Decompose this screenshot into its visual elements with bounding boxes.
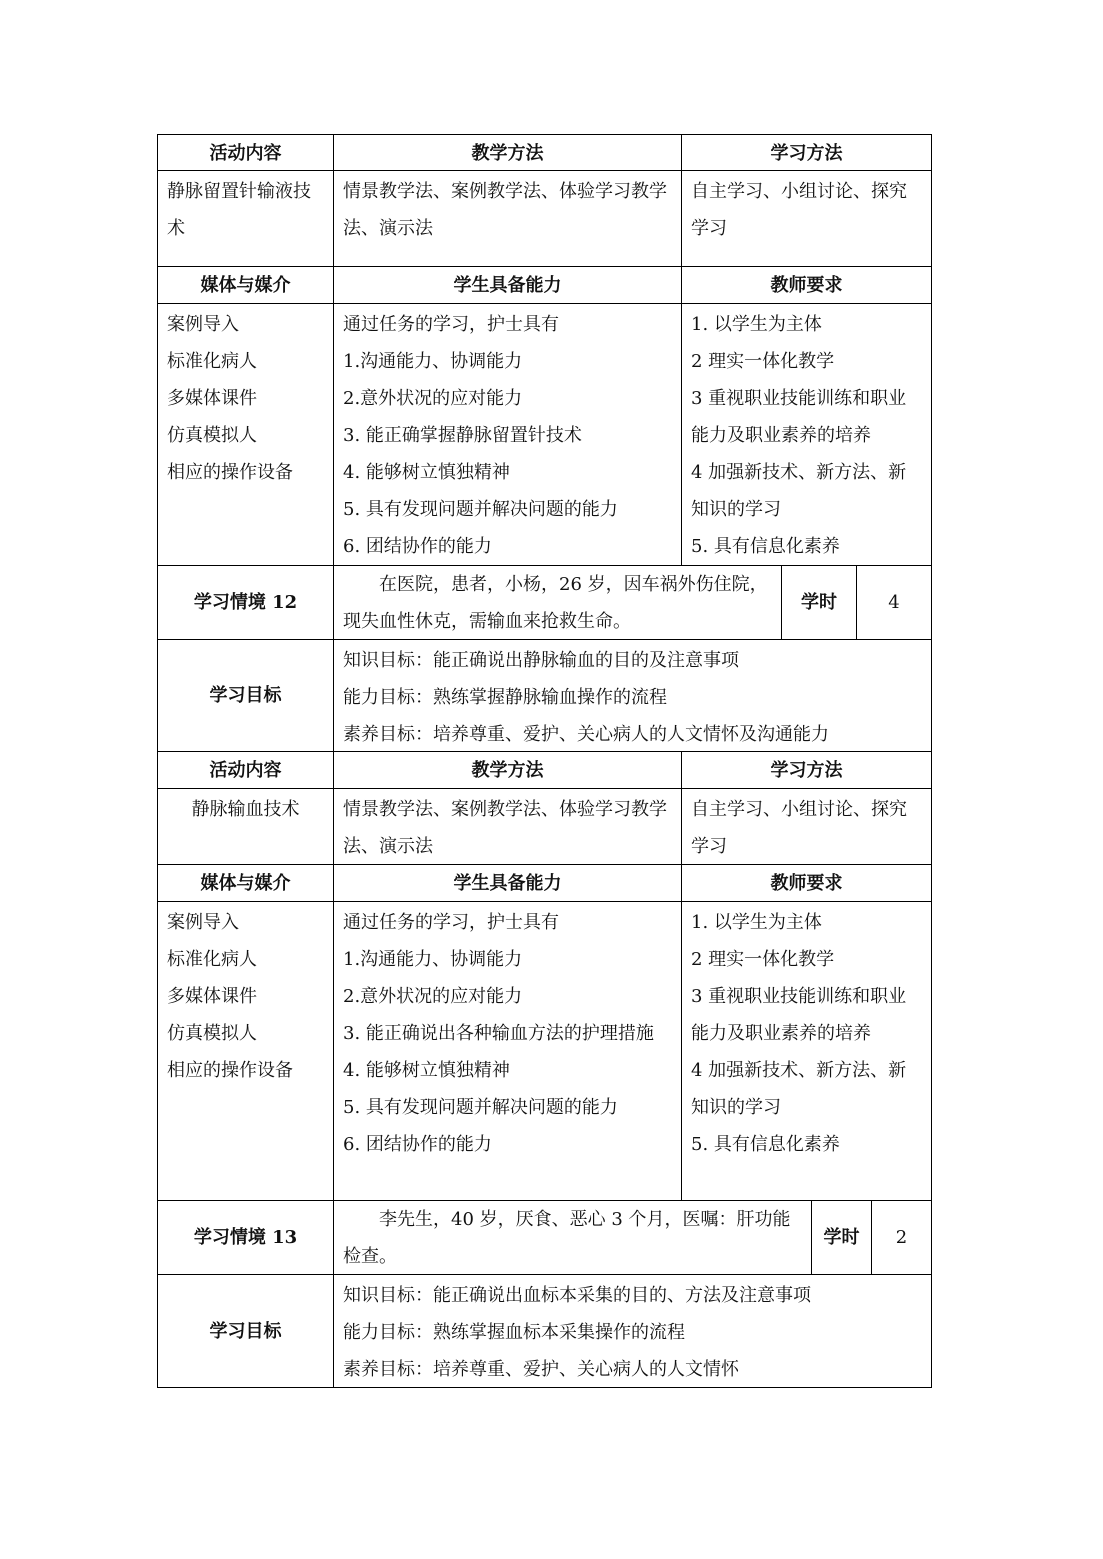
header-teacher-req: 教师要求 — [682, 267, 932, 304]
header-abilities: 学生具备能力 — [334, 865, 682, 902]
teacher-req-list — [682, 902, 932, 1201]
media-list — [157, 902, 334, 1201]
header-learning-method: 学习方法 — [682, 752, 932, 789]
list-item: 2.意外状况的应对能力 — [343, 388, 523, 409]
header-media: 媒体与媒介 — [157, 267, 334, 304]
situation13-goals-row — [157, 1275, 932, 1388]
situation13-hours: 2 — [872, 1201, 932, 1275]
list-item: 知识目标：能正确说出静脉输血的目的及注意事项 — [343, 650, 739, 671]
block1-detail-row — [157, 304, 932, 566]
list-item: 6. 团结协作的能力 — [343, 536, 492, 557]
situation13-goal-label: 学习目标 — [157, 1275, 334, 1388]
list-item: 5. 具有发现问题并解决问题的能力 — [343, 1097, 618, 1118]
list-item: 多媒体课件 — [167, 388, 257, 409]
header-media: 媒体与媒介 — [157, 865, 334, 902]
media-list — [157, 304, 334, 566]
situation12-label: 学习情境 12 — [157, 566, 334, 640]
teaching-method: 情景教学法、案例教学法、体验学习教学法、演示法 — [334, 789, 682, 865]
list-item: 1. 以学生为主体 — [691, 912, 822, 933]
list-item: 素养目标：培养尊重、爱护、关心病人的人文情怀及沟通能力 — [343, 724, 829, 745]
learning-method: 自主学习、小组讨论、探究学习 — [682, 789, 932, 865]
situation12-row — [157, 566, 932, 640]
list-item: 4 加强新技术、新方法、新知识的学习 — [691, 1060, 907, 1118]
list-item: 5. 具有发现问题并解决问题的能力 — [343, 499, 618, 520]
situation13-text: 李先生，40 岁，厌食、恶心 3 个月，医嘱：肝功能检查。 — [334, 1201, 812, 1275]
header-teaching-method: 教学方法 — [334, 134, 682, 171]
header-learning-method: 学习方法 — [682, 134, 932, 171]
learning-method: 自主学习、小组讨论、探究学习 — [682, 171, 932, 267]
list-item: 1. 以学生为主体 — [691, 314, 822, 335]
list-item: 4. 能够树立慎独精神 — [343, 462, 510, 483]
list-item: 2 理实一体化教学 — [691, 949, 835, 970]
list-item: 2 理实一体化教学 — [691, 351, 835, 372]
block2-header2-row — [157, 865, 932, 902]
abilities-list — [334, 902, 682, 1201]
situation13-label: 学习情境 13 — [157, 1201, 334, 1275]
situation12-text: 在医院，患者，小杨，26 岁，因车祸外伤住院，现失血性休克，需输血来抢救生命。 — [334, 566, 782, 640]
list-item: 3 重视职业技能训练和职业能力及职业素养的培养 — [691, 388, 907, 446]
list-item: 标准化病人 — [167, 351, 257, 372]
block2-detail-row — [157, 902, 932, 1201]
list-item: 案例导入 — [167, 912, 239, 933]
situation12-goals — [334, 640, 932, 752]
list-item: 4 加强新技术、新方法、新知识的学习 — [691, 462, 907, 520]
activity-content: 静脉留置针输液技术 — [157, 171, 334, 267]
list-item: 标准化病人 — [167, 949, 257, 970]
list-item: 1.沟通能力、协调能力 — [343, 351, 523, 372]
list-item: 通过任务的学习，护士具有 — [343, 314, 559, 335]
block1-header-row — [157, 134, 932, 171]
teaching-method: 情景教学法、案例教学法、体验学习教学法、演示法 — [334, 171, 682, 267]
header-abilities: 学生具备能力 — [334, 267, 682, 304]
activity-content: 静脉输血技术 — [157, 789, 334, 865]
block1-method-row — [157, 171, 932, 267]
list-item: 3 重视职业技能训练和职业能力及职业素养的培养 — [691, 986, 907, 1044]
course-table — [157, 134, 932, 1388]
abilities-list — [334, 304, 682, 566]
list-item: 1.沟通能力、协调能力 — [343, 949, 523, 970]
list-item: 知识目标：能正确说出血标本采集的目的、方法及注意事项 — [343, 1285, 811, 1306]
block1-header2-row — [157, 267, 932, 304]
block2-method-row — [157, 789, 932, 865]
list-item: 素养目标：培养尊重、爱护、关心病人的人文情怀 — [343, 1359, 739, 1380]
list-item: 3. 能正确说出各种输血方法的护理措施 — [343, 1023, 654, 1044]
list-item: 6. 团结协作的能力 — [343, 1134, 492, 1155]
list-item: 仿真模拟人 — [167, 1023, 257, 1044]
list-item: 5. 具有信息化素养 — [691, 1134, 840, 1155]
list-item: 能力目标：熟练掌握血标本采集操作的流程 — [343, 1322, 685, 1343]
header-activity: 活动内容 — [157, 134, 334, 171]
list-item: 相应的操作设备 — [167, 1060, 293, 1081]
situation13-hours-label: 学时 — [812, 1201, 872, 1275]
list-item: 2.意外状况的应对能力 — [343, 986, 523, 1007]
situation12-goal-label: 学习目标 — [157, 640, 334, 752]
list-item: 5. 具有信息化素养 — [691, 536, 840, 557]
header-teaching-method: 教学方法 — [334, 752, 682, 789]
list-item: 相应的操作设备 — [167, 462, 293, 483]
list-item: 3. 能正确掌握静脉留置针技术 — [343, 425, 582, 446]
situation13-row — [157, 1201, 932, 1275]
list-item: 4. 能够树立慎独精神 — [343, 1060, 510, 1081]
situation12-goals-row — [157, 640, 932, 752]
teacher-req-list — [682, 304, 932, 566]
header-teacher-req: 教师要求 — [682, 865, 932, 902]
list-item: 仿真模拟人 — [167, 425, 257, 446]
situation12-hours: 4 — [857, 566, 932, 640]
situation13-goals — [334, 1275, 932, 1388]
block2-header-row — [157, 752, 932, 789]
list-item: 通过任务的学习，护士具有 — [343, 912, 559, 933]
list-item: 能力目标：熟练掌握静脉输血操作的流程 — [343, 687, 667, 708]
situation12-hours-label: 学时 — [782, 566, 857, 640]
list-item: 多媒体课件 — [167, 986, 257, 1007]
header-activity: 活动内容 — [157, 752, 334, 789]
list-item: 案例导入 — [167, 314, 239, 335]
